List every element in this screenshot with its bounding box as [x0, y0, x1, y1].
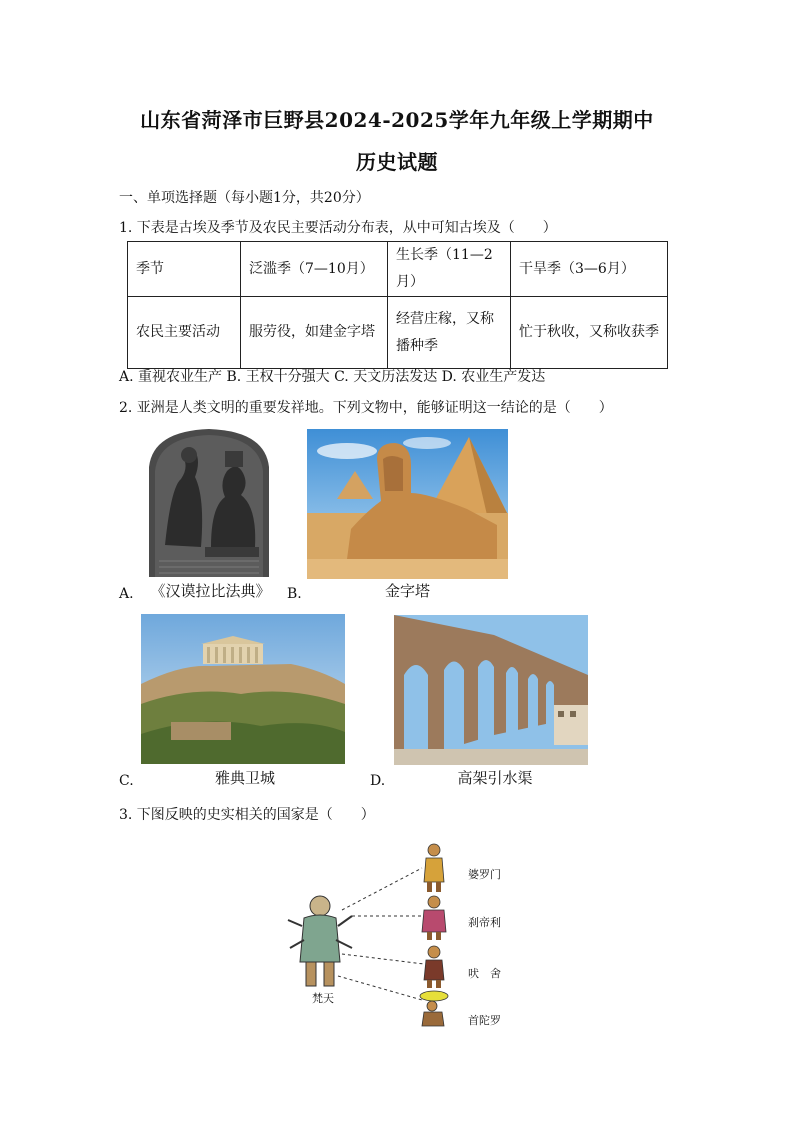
q2-option-a-caption: 《汉谟拉比法典》	[150, 582, 271, 600]
table-cell: 农民主要活动	[128, 297, 241, 369]
caste-label-shudra: 首陀罗	[468, 1014, 501, 1027]
table-cell: 经营庄稼，又称播种季	[388, 297, 511, 369]
q2-option-b-caption: 金字塔	[384, 582, 430, 600]
title-line-1: 山东省菏泽市巨野县2024-2025学年九年级上学期期中	[140, 108, 654, 132]
table-row	[128, 242, 668, 297]
q2-option-a-letter: A.	[119, 586, 134, 602]
q3-stem: 3. 下图反映的史实相关的国家是（ ）	[119, 807, 375, 823]
title-line-2: 历史试题	[356, 150, 438, 174]
hammurabi-stele-image	[145, 427, 273, 577]
q2-stem: 2. 亚洲是人类文明的重要发祥地。下列文物中，能够证明这一结论的是（ ）	[119, 400, 613, 416]
athens-acropolis-image	[141, 614, 345, 764]
table-cell: 季节	[128, 242, 241, 297]
q1-table	[127, 241, 668, 369]
caste-diagram	[282, 836, 522, 1032]
q1-options: A. 重视农业生产 B. 王权十分强大 C. 天文历法发达 D. 农业生产发达	[119, 369, 546, 385]
section-heading: 一、单项选择题（每小题1分，共20分）	[119, 190, 370, 206]
caste-label-brahmin: 婆罗门	[468, 868, 501, 881]
caste-diagram-figure	[282, 836, 522, 1032]
table-row	[128, 297, 668, 369]
caste-label-vaishya: 吠 舍	[468, 967, 501, 980]
q2-option-c-caption: 雅典卫城	[214, 769, 275, 787]
q2-option-d-caption: 高架引水渠	[457, 769, 533, 787]
q2-option-b-letter: B.	[287, 586, 302, 602]
brahma-label: 梵天	[312, 992, 334, 1005]
brahmin-figure	[424, 844, 444, 892]
pyramids-sphinx-image	[307, 429, 508, 579]
aqueduct-image	[394, 615, 588, 765]
q2-option-c-letter: C.	[119, 773, 134, 789]
caste-label-kshatriya: 刹帝利	[468, 916, 501, 929]
table-cell: 干旱季（3—6月）	[511, 242, 668, 297]
table-cell: 泛滥季（7—10月）	[241, 242, 388, 297]
q2-option-d-letter: D.	[370, 773, 386, 789]
table-cell: 生长季（11—2月）	[388, 242, 511, 297]
shudra-figure	[420, 991, 448, 1026]
table-cell: 服劳役，如建金字塔	[241, 297, 388, 369]
q1-stem: 1. 下表是古埃及季节及农民主要活动分布表，从中可知古埃及（ ）	[119, 220, 557, 236]
table-cell: 忙于秋收，又称收获季	[511, 297, 668, 369]
vaishya-figure	[424, 946, 444, 988]
kshatriya-figure	[422, 896, 446, 940]
